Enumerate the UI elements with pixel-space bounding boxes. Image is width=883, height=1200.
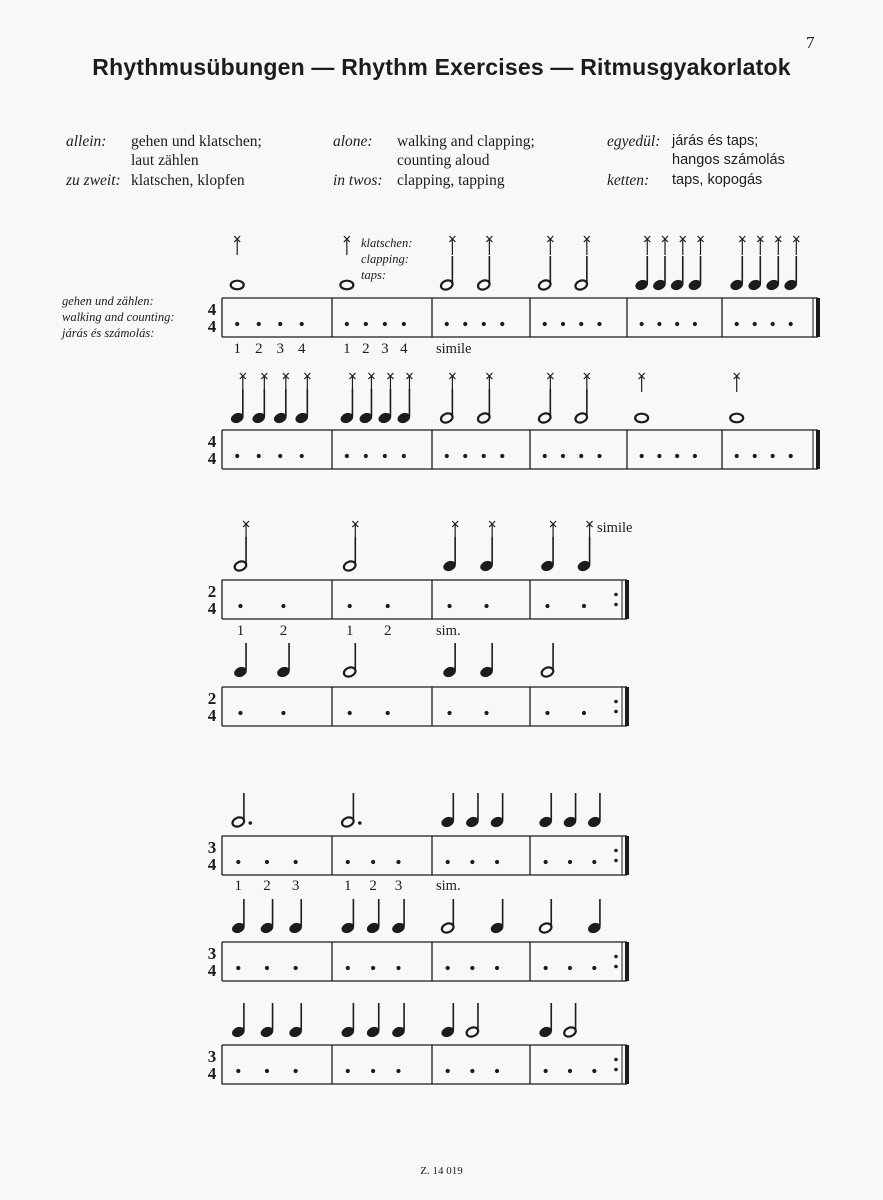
augmentation-dot [358,821,362,825]
beat-dot [545,604,549,608]
beat-dot [693,454,697,458]
beat-dot [544,1069,548,1073]
repeat-dot [614,965,618,969]
beat-dot [771,322,775,326]
page-title: Rhythmusübungen — Rhythm Exercises — Ritmusgyakorlatok [92,54,791,80]
time-signature-bottom: 4 [207,599,217,618]
beat-dot [294,966,298,970]
beat-dot [597,454,601,458]
repeat-dot [614,710,618,714]
side-label-english: walking and counting: [62,310,175,324]
count-number: 3 [291,878,300,894]
page-number: 7 [806,33,815,52]
repeat-dot [614,849,618,853]
whole-note [730,414,743,423]
hungarian-twos-label: ketten: [607,172,650,189]
repeat-thick-barline [625,836,629,875]
german-twos-label: zu zweit: [66,172,121,189]
beat-dot [592,966,596,970]
simile-annotation: simile [436,341,472,357]
count-number: 2 [254,341,263,357]
beat-dot [592,860,596,864]
beat-dot [346,1069,350,1073]
beat-dot [386,604,390,608]
clap-label-english: clapping: [361,252,409,266]
count-number: 2 [362,341,370,357]
beat-dot [500,322,504,326]
whole-note [340,281,353,290]
beat-dot [236,860,240,864]
english-alone-line-1: walking and clapping; [397,133,535,150]
repeat-thick-barline [625,580,629,619]
beat-dot [300,454,304,458]
hungarian-alone-line-2: hangos számolás [672,152,785,168]
beat-dot [484,711,488,715]
beat-dot [238,711,242,715]
count-number: 1 [236,623,245,639]
beat-dot [446,966,450,970]
beat-dot [235,322,239,326]
time-signature-top: 4 [207,300,217,319]
count-number: 2 [263,878,271,894]
beat-dot [597,322,601,326]
beat-dot [345,454,349,458]
clap-label-hungarian: taps: [361,268,386,282]
beat-dot [257,322,261,326]
repeat-dot [614,955,618,959]
beat-dot [482,454,486,458]
english-twos-text: clapping, tapping [397,172,505,189]
beat-dot [545,711,549,715]
hungarian-alone-label: egyedül: [607,133,661,150]
time-signature-top: 4 [207,432,217,451]
repeat-thick-barline [625,687,629,726]
beat-dot [470,860,474,864]
count-number: 1 [343,341,351,357]
final-thick-barline [816,430,820,469]
rhythm-system-5 [208,793,629,894]
german-twos-text: klatschen, klopfen [131,172,245,189]
beat-dot [265,860,269,864]
beat-dot [789,322,793,326]
beat-dot [346,966,350,970]
count-number: 3 [276,341,284,357]
beat-dot [281,604,285,608]
beat-dot [544,966,548,970]
beat-dot [235,454,239,458]
repeat-dot [614,700,618,704]
beat-dot [278,322,282,326]
beat-dot [484,604,488,608]
rhythm-system-6 [208,899,629,981]
beat-dot [445,322,449,326]
count-number: 2 [369,878,377,894]
beat-dot [753,454,757,458]
beat-dot [675,322,679,326]
count-number: 1 [345,623,354,639]
time-signature-top: 3 [207,944,217,963]
beat-dot [371,966,375,970]
beat-dot [495,966,499,970]
hungarian-alone-line-1: járás és taps; [672,133,759,149]
beat-dot [495,1069,499,1073]
beat-dot [396,966,400,970]
simile-annotation: sim. [436,623,461,639]
beat-dot [657,454,661,458]
time-signature-bottom: 4 [207,317,217,336]
count-number: 1 [234,878,243,894]
rhythm-system-7 [208,1003,629,1084]
beat-dot [463,454,467,458]
hungarian-twos-text: taps, kopogás [672,172,763,188]
beat-dot [470,966,474,970]
footer-code: Z. 14 019 [420,1165,463,1177]
count-number: 2 [383,623,392,639]
rhythm-system-4 [208,643,629,726]
count-number: 1 [233,341,241,357]
beat-dot [568,1069,572,1073]
count-number: 3 [394,878,403,894]
time-signature-top: 2 [207,582,217,601]
beat-dot [371,1069,375,1073]
time-signature-bottom: 4 [207,961,217,980]
beat-dot [278,454,282,458]
rhythm-system-1 [208,236,820,357]
whole-note [635,414,648,423]
english-alone-line-2: counting aloud [397,152,490,169]
beat-dot [789,454,793,458]
clap-label-german: klatschen: [361,236,413,250]
beat-dot [735,322,739,326]
augmentation-dot [249,821,253,825]
count-number: 4 [297,341,306,357]
rhythm-system-3 [208,520,633,639]
beat-dot [364,454,368,458]
beat-dot [396,860,400,864]
beat-dot [348,604,352,608]
side-label-hungarian: járás és számolás: [62,326,155,340]
beat-dot [446,1069,450,1073]
simile-annotation: simile [597,520,633,536]
time-signature-bottom: 4 [207,1064,217,1083]
german-alone-label: allein: [66,133,107,150]
german-alone-line-1: gehen und klatschen; [131,133,262,150]
beat-dot [294,1069,298,1073]
beat-dot [657,322,661,326]
repeat-thick-barline [625,1045,629,1084]
time-signature-top: 2 [207,689,217,708]
english-twos-label: in twos: [333,172,383,189]
repeat-dot [614,1068,618,1072]
beat-dot [568,966,572,970]
side-label-german: gehen und zählen: [62,294,154,308]
beat-dot [402,322,406,326]
repeat-dot [614,603,618,607]
count-number: 4 [400,341,408,357]
beat-dot [447,711,451,715]
beat-dot [445,454,449,458]
beat-dot [402,454,406,458]
beat-dot [675,454,679,458]
repeat-dot [614,1058,618,1062]
beat-dot [544,860,548,864]
english-alone-label: alone: [333,133,373,150]
beat-dot [495,860,499,864]
beat-dot [561,454,565,458]
beat-dot [386,711,390,715]
beat-dot [543,454,547,458]
beat-dot [364,322,368,326]
time-signature-top: 3 [207,1047,217,1066]
repeat-thick-barline [625,942,629,981]
beat-dot [265,966,269,970]
time-signature-bottom: 4 [207,855,217,874]
beat-dot [693,322,697,326]
beat-dot [265,1069,269,1073]
beat-dot [383,454,387,458]
whole-note [231,281,244,290]
beat-dot [771,454,775,458]
beat-dot [735,454,739,458]
time-signature-bottom: 4 [207,449,217,468]
repeat-dot [614,593,618,597]
beat-dot [568,860,572,864]
beat-dot [396,1069,400,1073]
beat-dot [281,711,285,715]
beat-dot [753,322,757,326]
beat-dot [582,604,586,608]
german-alone-line-2: laut zählen [131,152,199,169]
time-signature-top: 3 [207,838,217,857]
beat-dot [543,322,547,326]
beat-dot [579,454,583,458]
beat-dot [236,966,240,970]
beat-dot [561,322,565,326]
beat-dot [579,322,583,326]
beat-dot [640,322,644,326]
count-number: 1 [344,878,352,894]
repeat-dot [614,859,618,863]
beat-dot [236,1069,240,1073]
beat-dot [371,860,375,864]
beat-dot [300,322,304,326]
beat-dot [257,454,261,458]
simile-annotation: sim. [436,878,461,894]
beat-dot [463,322,467,326]
count-number: 3 [381,341,389,357]
beat-dot [345,322,349,326]
beat-dot [447,604,451,608]
beat-dot [383,322,387,326]
beat-dot [640,454,644,458]
beat-dot [470,1069,474,1073]
final-thick-barline [816,298,820,337]
beat-dot [500,454,504,458]
beat-dot [582,711,586,715]
time-signature-bottom: 4 [207,706,217,725]
beat-dot [238,604,242,608]
beat-dot [294,860,298,864]
rhythm-system-2 [208,373,820,469]
beat-dot [482,322,486,326]
beat-dot [446,860,450,864]
count-number: 2 [279,623,288,639]
beat-dot [348,711,352,715]
beat-dot [346,860,350,864]
beat-dot [592,1069,596,1073]
